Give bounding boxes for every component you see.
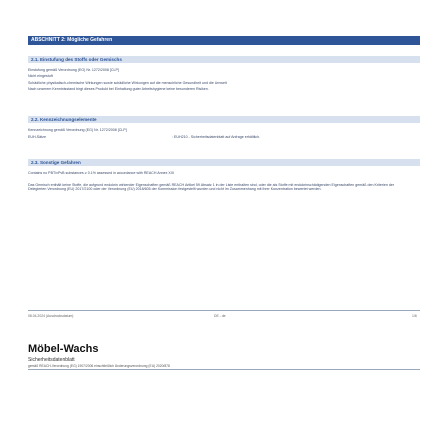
euh-label: EUH-Sätze <box>28 135 46 139</box>
footer-rule <box>28 310 420 311</box>
footer-language: DE - de <box>214 314 226 318</box>
euh-value: : EUH210 - Sicherheitsdatenblatt auf Anfrage erhältlich. <box>172 135 261 139</box>
classification-line: Einstufung gemäß Verordnung (EG) Nr. 1272/2008 [CLP] <box>28 68 119 72</box>
subsection-2-1-header: 2.1. Einstufung des Stoffs oder Gemischs <box>28 56 420 63</box>
regulation-line: gemäß REACH-Verordnung (EG) 1907/2006 einschließlich Änderungsverordnung (EU) 2020/878 <box>28 364 170 368</box>
product-title: Möbel-Wachs <box>28 343 99 355</box>
effects-heading: Schädliche physikalisch-chemische Wirkungen sowie schädliche Wirkungen auf die menschliche Gesundheit und die Umwelt <box>28 81 227 85</box>
section-header: ABSCHNITT 2: Mögliche Gefahren <box>28 36 420 45</box>
footer-date: 08.04.2024 (Ausdrucksdatum) <box>28 314 74 318</box>
endocrine-paragraph: Das Gemisch enthält keine Stoffe, die aufgrund endokrin wirkender Eigenschaften gemäß REACH Artikel 59 Absatz 1 in der Liste enthalten sind, oder die als Stoffe mit endokrinschädigenden Eigenschaften gemäß den Kriterien der Delegierten Verordnung (EU) 2017/2100 oder der Verordnung (EU) 2018/605 der Kommission festgestellt wurden und nicht im Zusammenhang mit ihrer Konzentration bewertet werden. <box>28 183 395 192</box>
not-classified-text: Nicht eingestuft <box>28 74 53 78</box>
pbt-statement: Contains no PBT/vPvB substances ≥ 0.1% assessed in accordance with REACH Annex XIII <box>28 171 174 175</box>
effects-text: Nach unserem Kenntnisstand birgt dieses Produkt bei Einhaltung guter Arbeitshygiene keine besonderen Risiken. <box>28 87 209 91</box>
document-subtitle: Sicherheitsdatenblatt <box>28 357 75 363</box>
footer-page-number: 1/6 <box>412 314 417 318</box>
header-rule <box>28 369 420 370</box>
labelling-line: Kennzeichnung gemäß Verordnung (EG) Nr. 1272/2008 [CLP] <box>28 128 127 132</box>
subsection-2-2-header: 2.2. Kennzeichnungselemente <box>28 116 420 123</box>
subsection-2-3-header: 2.3. Sonstige Gefahren <box>28 159 420 166</box>
